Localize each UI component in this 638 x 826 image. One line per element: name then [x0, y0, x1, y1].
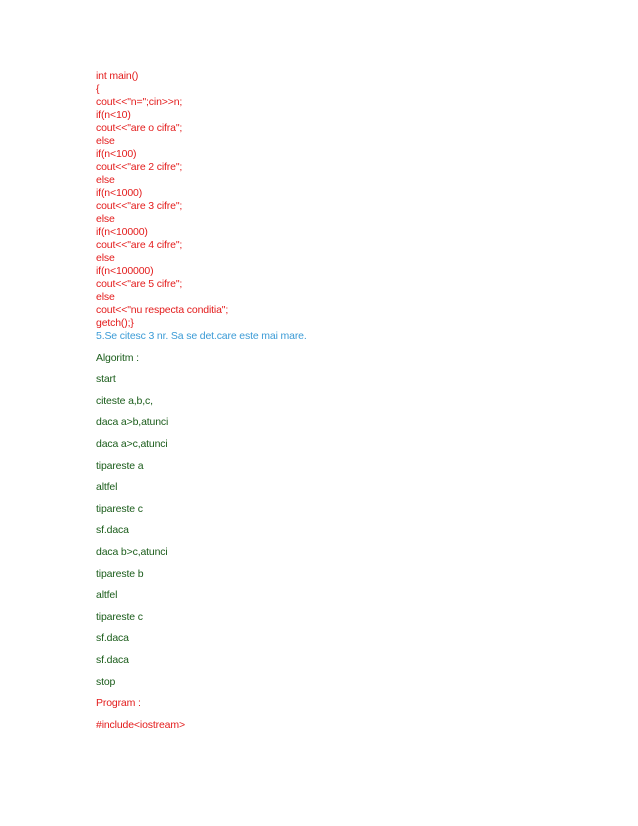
code-line: cout<<"are 2 cifre"; [96, 161, 183, 173]
code-line: if(n<1000) [96, 187, 143, 199]
algorithm-step: sf.daca [96, 632, 129, 645]
code-line: if(n<10) [96, 109, 131, 121]
algorithm-step: citeste a,b,c, [96, 394, 153, 407]
algorithm-title: Algoritm : [96, 351, 139, 364]
code-line: else [96, 135, 115, 147]
algorithm-steps [96, 373, 596, 688]
code-line: int main() [96, 70, 139, 82]
algorithm-step: sf.daca [96, 653, 129, 666]
code-line: if(n<100000) [96, 265, 154, 277]
algorithm-step: tipareste a [96, 459, 144, 472]
include-line: #include<iostream> [96, 718, 185, 731]
code-line: { [96, 83, 100, 95]
algorithm-step: daca b>c,atunci [96, 545, 168, 558]
algorithm-step: sf.daca [96, 524, 129, 537]
code-line: cout<<"n=";cin>>n; [96, 96, 183, 108]
code-line: cout<<"are 4 cifre"; [96, 239, 183, 251]
code-line: else [96, 252, 115, 264]
algorithm-step: altfel [96, 481, 118, 494]
code-line: else [96, 213, 115, 225]
code-line: if(n<10000) [96, 226, 148, 238]
code-line: cout<<"are 5 cifre"; [96, 278, 183, 290]
algorithm-step: altfel [96, 589, 118, 602]
algorithm-step: tipareste c [96, 502, 143, 515]
algorithm-step: tipareste b [96, 567, 144, 580]
document-page [96, 70, 596, 740]
algorithm-step: stop [96, 675, 116, 688]
code-line: cout<<"are o cifra"; [96, 122, 183, 134]
code-line: cout<<"are 3 cifre"; [96, 200, 183, 212]
code-line: else [96, 291, 115, 303]
program-title: Program : [96, 697, 141, 710]
code-line: else [96, 174, 115, 186]
algorithm-step: tipareste c [96, 610, 143, 623]
algorithm-step: daca a>c,atunci [96, 437, 168, 450]
algorithm-step: daca a>b,atunci [96, 416, 169, 429]
exercise-statement: 5.Se citesc 3 nr. Sa se det.care este mai mare. [96, 330, 307, 342]
code-line: if(n<100) [96, 148, 137, 160]
code-line: getch();} [96, 317, 134, 329]
code-block [96, 70, 596, 330]
code-line: cout<<"nu respecta conditia"; [96, 304, 229, 316]
algorithm-step: start [96, 373, 116, 386]
